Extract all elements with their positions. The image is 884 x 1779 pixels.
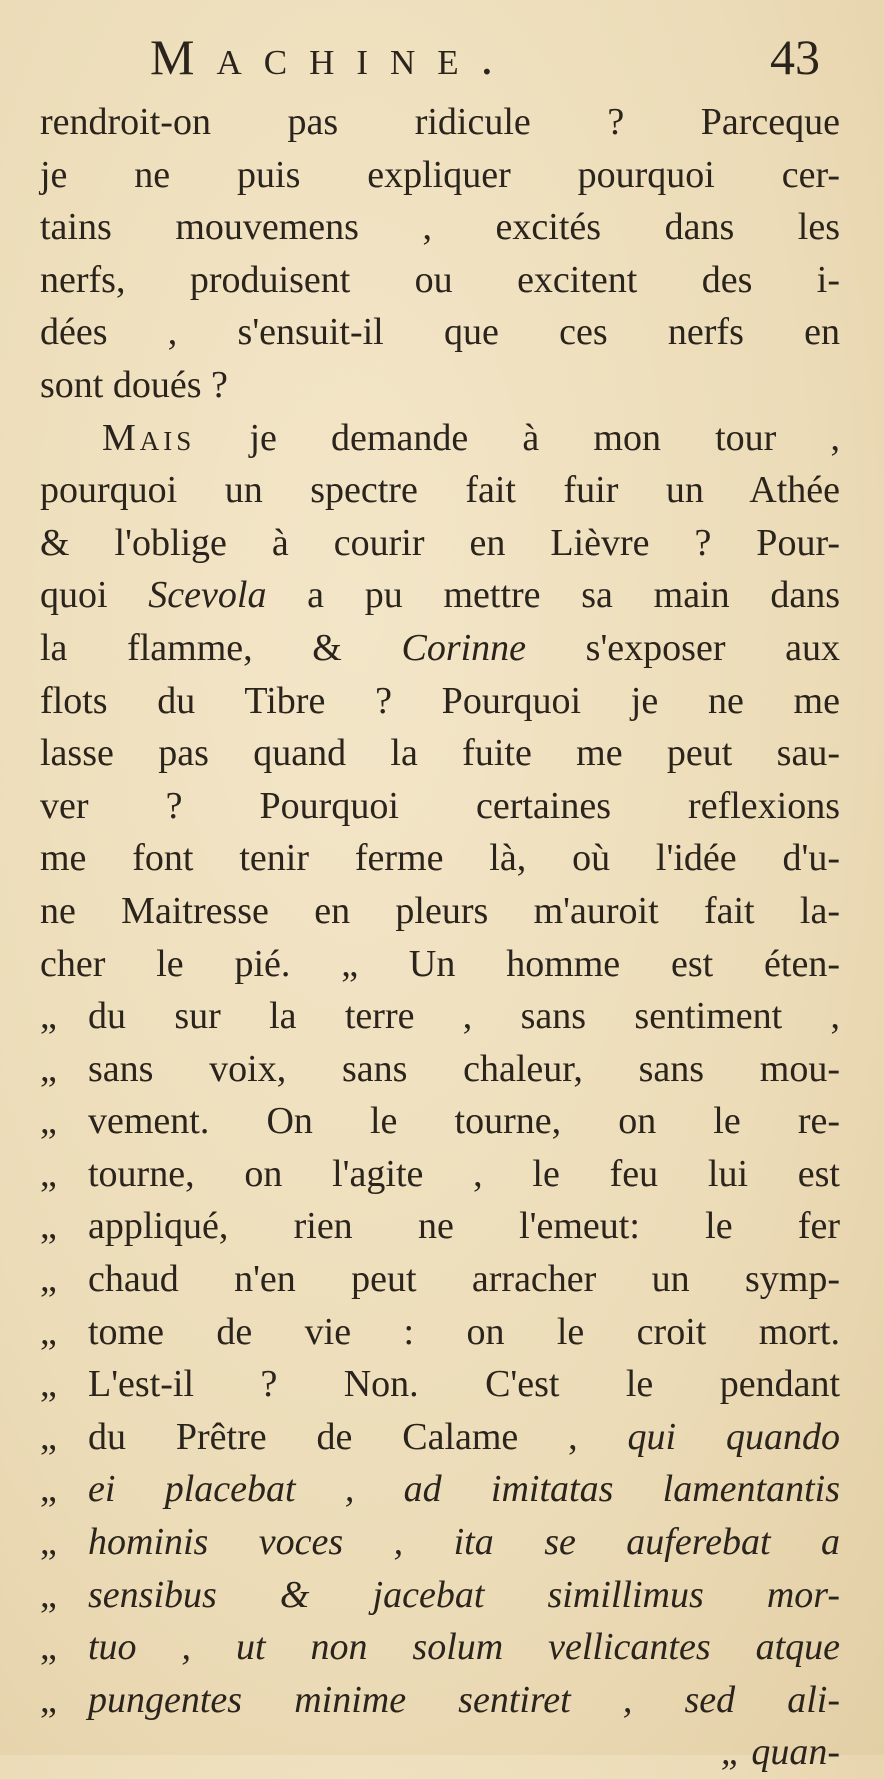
- quote-line: [40, 1200, 840, 1253]
- text-span: tome de vie : on le croit mort.: [88, 1310, 840, 1353]
- running-title: Machine.: [150, 29, 516, 85]
- catchword: [40, 1726, 840, 1779]
- quote-line: [40, 990, 840, 1043]
- quote-mark: „: [40, 1415, 57, 1458]
- latin-text: tuo , ut non solum vellicantes atque: [88, 1626, 840, 1669]
- latin-text: sed ali-: [684, 1678, 840, 1721]
- text-line: je ne puis expliquer pourquoi cer-: [40, 153, 840, 196]
- quote-line: [40, 1253, 840, 1306]
- quote-mark: „: [40, 995, 57, 1038]
- text-span: la flamme, &: [40, 626, 402, 669]
- quote-mark: „: [40, 1521, 57, 1564]
- latin-text: hominis voces , ita se auferebat a: [88, 1521, 840, 1564]
- quote-line: [40, 1621, 840, 1674]
- text-span: je demande à mon tour ,: [195, 416, 840, 459]
- quote-line: [40, 1306, 840, 1359]
- quote-line: [40, 1095, 840, 1148]
- text-span: L'est-il ? Non. C'est le pendant: [88, 1363, 840, 1406]
- quote-mark: „: [40, 1100, 57, 1143]
- page-header: [150, 28, 850, 98]
- latin-text: ei placebat , ad imitatas lamentantis: [88, 1468, 840, 1511]
- text-span: tourne, on l'agite , le feu lui est: [88, 1152, 840, 1195]
- quote-line: [40, 1674, 840, 1727]
- text-line: cher le pié. „ Un homme est éten-: [40, 942, 840, 985]
- text-line: sont doués ?: [40, 363, 228, 406]
- text-span: quoi: [40, 574, 149, 617]
- text-span: sans voix, sans chaleur, sans mou-: [88, 1047, 840, 1090]
- text-line: ne Maitresse en pleurs m'auroit fait la-: [40, 889, 840, 932]
- text-line: me font tenir ferme là, où l'idée d'u-: [40, 837, 840, 880]
- quote-mark: „: [40, 1678, 57, 1721]
- quote-line: [40, 1463, 840, 1516]
- quote-mark: „: [40, 1626, 57, 1669]
- italic-name: Scevola: [148, 574, 267, 617]
- text-line: [40, 569, 840, 622]
- text-span: s'exposer aux: [526, 626, 840, 669]
- text-line: [40, 412, 840, 465]
- latin-text: pungentes minime sentiret ,: [88, 1678, 685, 1721]
- quote-mark: „: [40, 1468, 57, 1511]
- italic-name: Corinne: [401, 626, 527, 669]
- quote-line: [40, 1043, 840, 1096]
- text-span: du Prêtre de Calame ,: [88, 1415, 628, 1458]
- body-text: [40, 96, 840, 1779]
- quote-line: [40, 1148, 840, 1201]
- text-span: a pu mettre sa main dans: [266, 574, 840, 617]
- quote-mark: „: [40, 1310, 57, 1353]
- text-line: [40, 622, 840, 675]
- quote-mark: „: [40, 1047, 57, 1090]
- text-line: & l'oblige à courir en Lièvre ? Pour-: [40, 521, 840, 564]
- text-line: ver ? Pourquoi certaines reflexions: [40, 784, 840, 827]
- quote-line: [40, 1569, 840, 1622]
- quote-mark: „: [40, 1573, 57, 1616]
- page-number: 43: [770, 29, 820, 85]
- text-span: vement. On le tourne, on le re-: [88, 1100, 840, 1143]
- quote-line: [40, 1358, 840, 1411]
- catchword-text: „ quan-: [720, 1731, 840, 1774]
- text-line: rendroit-on pas ridicule ? Parceque: [40, 101, 840, 143]
- quote-line: [40, 1516, 840, 1569]
- text-line: pourquoi un spectre fait fuir un Athée: [40, 469, 840, 512]
- text-line: tains mouvemens , excités dans les: [40, 206, 840, 249]
- text-span: chaud n'en peut arracher un symp-: [88, 1258, 840, 1301]
- text-line: lasse pas quand la fuite me peut sau-: [40, 732, 840, 775]
- latin-text: qui quando: [627, 1415, 840, 1458]
- latin-text: sensibus & jacebat simillimus mor-: [88, 1573, 840, 1616]
- text-line: nerfs, produisent ou excitent des i-: [40, 258, 840, 301]
- quote-line: [40, 1411, 840, 1464]
- text-span: appliqué, rien ne l'emeut: le fer: [88, 1205, 840, 1248]
- text-line: dées , s'ensuit-il que ces nerfs en: [40, 311, 840, 354]
- quote-mark: „: [40, 1152, 57, 1195]
- quote-mark: „: [40, 1205, 57, 1248]
- small-caps-word: Mais: [102, 416, 196, 459]
- text-line: flots du Tibre ? Pourquoi je ne me: [40, 679, 840, 722]
- text-span: du sur la terre , sans sentiment ,: [88, 995, 840, 1038]
- quote-mark: „: [40, 1363, 57, 1406]
- quote-mark: „: [40, 1258, 57, 1301]
